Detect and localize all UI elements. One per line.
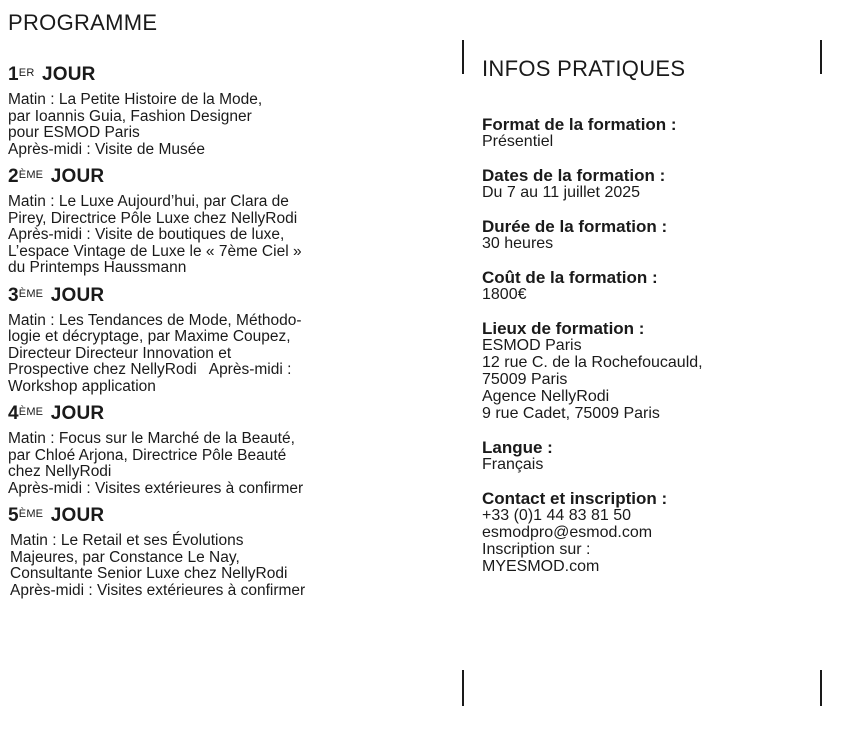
info-value (482, 337, 822, 422)
info-label: Durée de la formation : (482, 217, 668, 236)
day-number: 5 (8, 505, 19, 526)
day-title (8, 64, 408, 86)
day-line: logie et décryptage, par Maxime Coupez, (8, 328, 291, 345)
day-title (8, 166, 408, 188)
day-line: Pirey, Directrice Pôle Luxe chez NellyRodi (8, 209, 298, 227)
info-label: Lieux de formation : (482, 319, 645, 338)
info-duration (482, 218, 822, 252)
info-line: Agence NellyRodi (482, 388, 610, 405)
day-ordinal: ÈME (18, 169, 44, 181)
day-line: Après-midi : Visites extérieures à confirmer (10, 581, 306, 599)
day-line: Consultante Senior Luxe chez NellyRodi (10, 565, 288, 582)
programme-title: PROGRAMME (8, 10, 158, 35)
info-line: Du 7 au 11 juillet 2025 (482, 184, 641, 201)
day-line: Matin : Les Tendances de Mode, Méthodo- (8, 311, 302, 329)
frame-bar-top-left (462, 40, 464, 74)
contact-email: esmodpro@esmod.com (482, 524, 653, 541)
info-value (482, 133, 822, 150)
info-label: Langue : (482, 438, 553, 457)
day-line: Matin : Le Luxe Aujourd’hui, par Clara de (8, 193, 289, 210)
day-description (8, 92, 408, 158)
day-line: pour ESMOD Paris (8, 124, 140, 141)
info-line: Présentiel (482, 133, 554, 150)
day-number: 3 (8, 284, 19, 306)
day-5 (8, 505, 408, 599)
info-value (482, 184, 822, 201)
day-line: par Chloé Arjona, Directrice Pôle Beauté (8, 446, 287, 464)
day-line: Workshop application (8, 377, 156, 395)
day-word: JOUR (50, 505, 105, 526)
infos-title: INFOS PRATIQUES (482, 56, 686, 81)
info-language (482, 439, 822, 473)
programme-column (8, 64, 408, 607)
day-line: Majeures, par Constance Le Nay, (10, 548, 240, 566)
day-line: Après-midi : Visite de boutiques de luxe, (8, 226, 285, 243)
day-line: L’espace Vintage de Luxe le « 7ème Ciel » (8, 242, 302, 260)
info-line: 9 rue Cadet, 75009 Paris (482, 405, 660, 422)
info-value (482, 456, 822, 473)
contact-website: MYESMOD.com (482, 558, 600, 575)
info-label: Coût de la formation : (482, 268, 658, 287)
day-line: du Printemps Haussmann (8, 259, 187, 276)
info-line: Inscription sur : (482, 541, 591, 558)
day-title (8, 285, 408, 307)
day-line: Après-midi : Visites extérieures à confirmer (8, 479, 304, 497)
day-word: JOUR (50, 284, 105, 306)
info-line: 1800€ (482, 286, 527, 303)
info-line: ESMOD Paris (482, 337, 582, 354)
day-description (8, 313, 408, 396)
info-format (482, 116, 822, 150)
day-line: Matin : Le Retail et ses Évolutions (10, 532, 244, 549)
info-contact (482, 490, 822, 575)
info-line: 12 rue C. de la Rochefoucauld, (482, 354, 703, 371)
info-dates (482, 167, 822, 201)
info-label: Contact et inscription : (482, 489, 668, 508)
day-1 (8, 64, 408, 158)
frame-bar-bottom-left (462, 670, 464, 706)
frame-bar-bottom-right (820, 670, 822, 706)
day-number: 1 (8, 64, 19, 85)
day-line: chez NellyRodi (8, 463, 112, 480)
infos-column (482, 56, 822, 592)
day-line: Matin : La Petite Histoire de la Mode, (8, 91, 263, 108)
day-number: 2 (8, 166, 19, 187)
info-value (482, 286, 822, 303)
day-4 (8, 403, 408, 497)
day-number: 4 (8, 403, 19, 424)
day-line: Directeur Directeur Innovation et (8, 344, 232, 362)
day-title (8, 403, 408, 425)
day-title (8, 505, 408, 527)
day-word: JOUR (50, 403, 105, 424)
day-description (8, 431, 408, 497)
day-ordinal: ÈME (18, 287, 44, 300)
day-3 (8, 285, 408, 396)
day-line: Matin : Focus sur le Marché de la Beauté, (8, 430, 295, 447)
info-line: 30 heures (482, 235, 554, 252)
info-label: Dates de la formation : (482, 166, 666, 185)
day-line: Après-midi : Visite de Musée (8, 140, 205, 158)
day-ordinal: ER (18, 67, 35, 79)
info-locations (482, 320, 822, 422)
info-cost (482, 269, 822, 303)
day-line: Prospective chez NellyRodi Après-midi : (8, 361, 292, 378)
info-label: Format de la formation : (482, 115, 677, 134)
day-ordinal: ÈME (18, 508, 44, 520)
day-description (8, 194, 408, 277)
day-ordinal: ÈME (18, 406, 44, 418)
info-line: Français (482, 456, 544, 473)
info-line: 75009 Paris (482, 371, 568, 388)
day-2 (8, 166, 408, 277)
info-value (482, 235, 822, 252)
day-word: JOUR (41, 64, 96, 85)
day-line: par Ioannis Guia, Fashion Designer (8, 107, 252, 125)
contact-phone: +33 (0)1 44 83 81 50 (482, 507, 632, 524)
day-word: JOUR (50, 166, 105, 187)
day-description (8, 533, 408, 599)
info-value (482, 507, 822, 575)
